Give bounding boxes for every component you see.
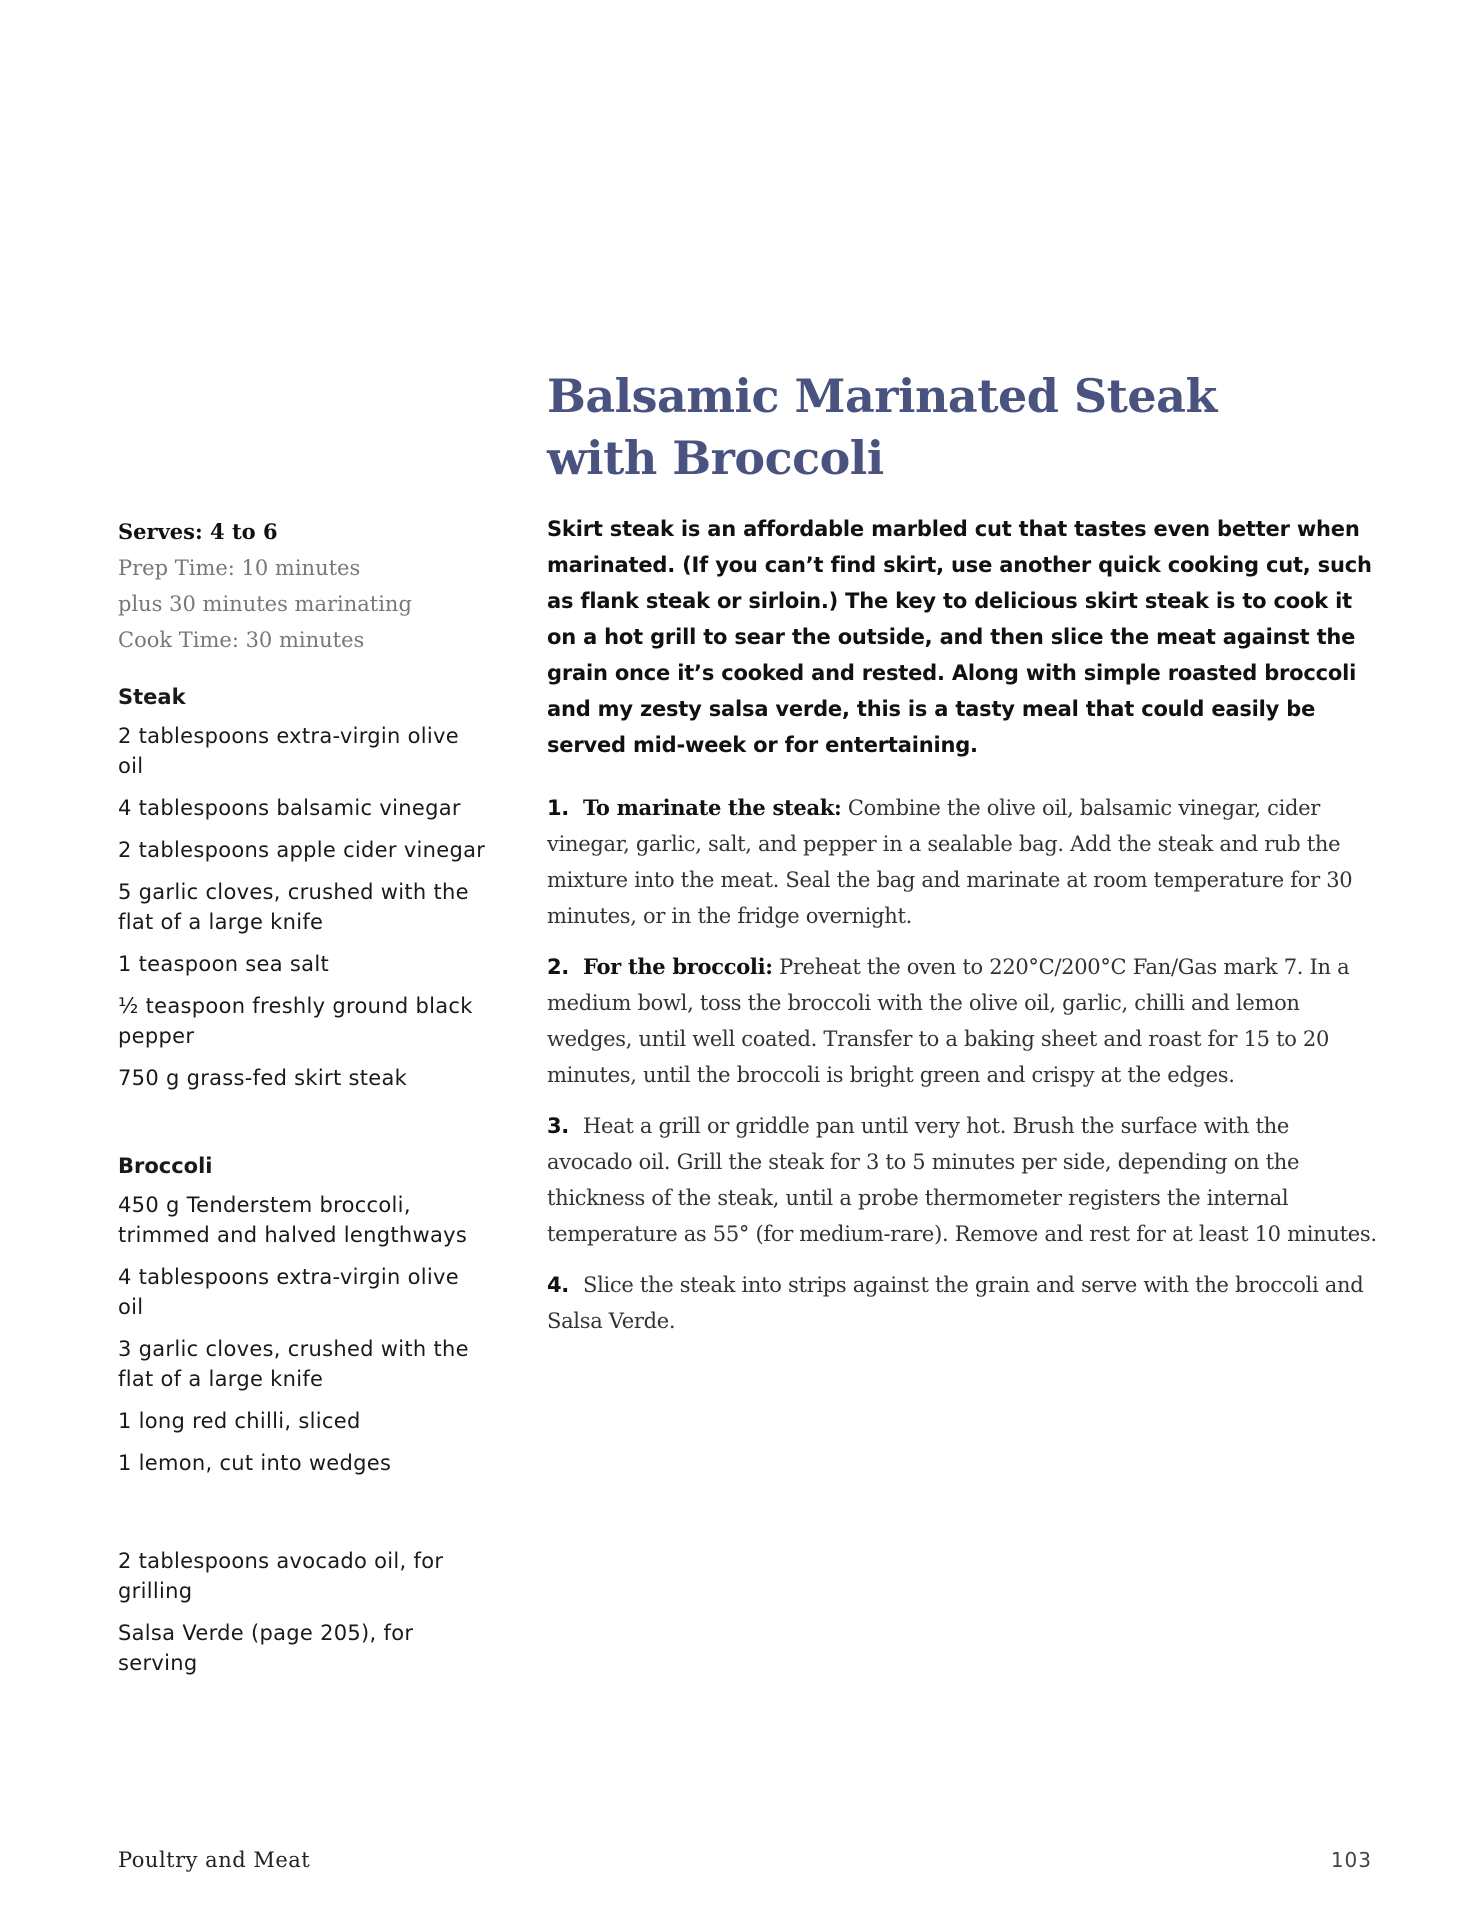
extra-ingredients	[118, 1546, 488, 1690]
step-number: 1.	[547, 796, 569, 820]
prep-time: Prep Time: 10 minutes	[118, 556, 361, 580]
step-number: 4.	[547, 1273, 569, 1297]
step-text: Combine the olive oil, balsamic vinegar, cider vinegar, garlic, salt, and pepper in a sealable bag. Add the steak and rub the mixture into the meat. Seal the bag and marinate at room temperature for 30 minutes, or in the fridge overnight.	[547, 796, 1353, 928]
step-lead: To marinate the steak:	[583, 795, 842, 820]
step-text: Slice the steak into strips against the grain and serve with the broccoli and Salsa Verde.	[547, 1273, 1364, 1333]
method-step	[547, 790, 1377, 934]
ingredient-item: 750 g grass-fed skirt steak	[118, 1066, 408, 1090]
step-number: 2.	[547, 955, 569, 979]
footer-section-title: Poultry and Meat	[118, 1848, 311, 1872]
broccoli-ingredients	[118, 1151, 488, 1490]
ingredient-item: 450 g Tenderstem broccoli, trimmed and halved lengthways	[118, 1193, 468, 1247]
ingredient-item: 2 tablespoons apple cider vinegar	[118, 838, 486, 862]
prep-time-extra: plus 30 minutes marinating	[118, 592, 412, 616]
step-text: Heat a grill or griddle pan until very hot. Brush the surface with the avocado oil. Grill the steak for 3 to 5 minutes per side, depending on the thickness of the steak, until a probe thermometer registers the internal temperature as 55° (for medium-rare). Remove and rest for at least 10 minutes.	[547, 1114, 1377, 1246]
steak-ingredients	[118, 682, 488, 1105]
broccoli-ingredient-list	[118, 1190, 488, 1478]
steak-heading: Steak	[118, 685, 186, 709]
method-step	[547, 949, 1377, 1093]
ingredient-item: ½ teaspoon freshly ground black pepper	[118, 994, 473, 1048]
method-steps	[547, 790, 1377, 1354]
ingredient-item: 1 lemon, cut into wedges	[118, 1451, 392, 1475]
step-lead: For the broccoli:	[583, 954, 773, 979]
ingredient-item: 2 tablespoons avocado oil, for grilling	[118, 1549, 444, 1603]
ingredient-item: Salsa Verde (page 205), for serving	[118, 1621, 414, 1675]
recipe-intro: Skirt steak is an affordable marbled cut that tastes even better when marinated. (If you can’t find skirt, use another quick cooking cut, such as flank steak or sirloin.) The key to delicious skirt steak is to cook it on a hot grill to sear the outside, and then slice the meat against the grain once it’s cooked and rested. Along with simple roasted broccoli and my zesty salsa verde, this is a tasty meal that could easily be served mid-week or for entertaining.	[547, 517, 1372, 757]
steak-ingredient-list	[118, 721, 488, 1093]
recipe-title-line2: with Broccoli	[547, 431, 884, 485]
page-number: 103	[1330, 1848, 1372, 1872]
serves: Serves: 4 to 6	[118, 519, 278, 544]
recipe-title	[547, 365, 1407, 489]
ingredient-item: 4 tablespoons balsamic vinegar	[118, 796, 461, 820]
method-step	[547, 1108, 1377, 1252]
broccoli-heading: Broccoli	[118, 1154, 213, 1178]
cook-time: Cook Time: 30 minutes	[118, 628, 365, 652]
ingredient-item: 2 tablespoons extra-virgin olive oil	[118, 724, 459, 778]
ingredient-item: 4 tablespoons extra-virgin olive oil	[118, 1265, 459, 1319]
ingredient-item: 1 long red chilli, sliced	[118, 1409, 361, 1433]
ingredient-item: 3 garlic cloves, crushed with the flat of a large knife	[118, 1337, 469, 1391]
method-step	[547, 1267, 1377, 1339]
ingredient-item: 5 garlic cloves, crushed with the flat of a large knife	[118, 880, 469, 934]
recipe-title-line1: Balsamic Marinated Steak	[547, 369, 1217, 423]
recipe-meta	[118, 514, 478, 658]
step-text: Preheat the oven to 220°C/200°C Fan/Gas mark 7. In a medium bowl, toss the broccoli with the olive oil, garlic, chilli and lemon wedges, until well coated. Transfer to a baking sheet and roast for 15 to 20 minutes, until the broccoli is bright green and crispy at the edges.	[547, 955, 1350, 1087]
extra-ingredient-list	[118, 1546, 488, 1678]
step-number: 3.	[547, 1114, 569, 1138]
ingredient-item: 1 teaspoon sea salt	[118, 952, 329, 976]
